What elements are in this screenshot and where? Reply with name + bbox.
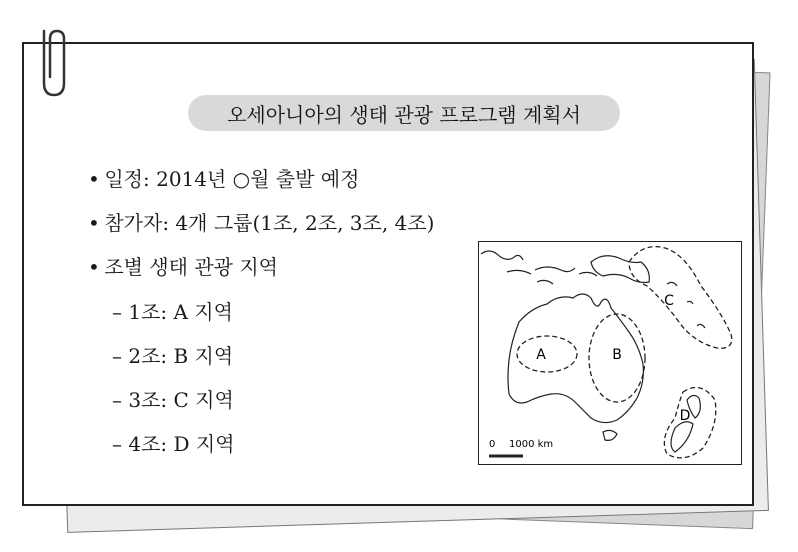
region-a-label: A xyxy=(536,347,546,363)
region-b-label: B xyxy=(612,347,622,363)
regions-item xyxy=(88,251,278,280)
bullet: • xyxy=(88,211,100,235)
schedule-text: 일정: 2014년 ○월 출발 예정 xyxy=(104,167,360,191)
regions-text: 조별 생태 관광 지역 xyxy=(104,255,278,279)
group-3-region: – 3조: C 지역 xyxy=(112,388,234,412)
group-1-region: – 1조: A 지역 xyxy=(112,300,233,324)
scale-label: 1000 km xyxy=(509,439,554,450)
paperclip-icon xyxy=(30,25,70,105)
schedule-item xyxy=(88,163,359,192)
page-title: 오세아니아의 생태 관광 프로그램 계획서 xyxy=(188,95,620,131)
oceania-map xyxy=(478,241,742,465)
participants-text: 참가자: 4개 그룹(1조, 2조, 3조, 4조) xyxy=(104,211,435,235)
bullet: • xyxy=(88,255,100,279)
group-4-region: – 4조: D 지역 xyxy=(112,432,235,456)
group-2-region: – 2조: B 지역 xyxy=(112,344,234,368)
bullet: • xyxy=(88,167,100,191)
region-d-label: D xyxy=(679,408,691,424)
scale-zero: 0 xyxy=(489,439,496,450)
region-c-label: C xyxy=(664,293,674,309)
participants-item xyxy=(88,207,434,236)
